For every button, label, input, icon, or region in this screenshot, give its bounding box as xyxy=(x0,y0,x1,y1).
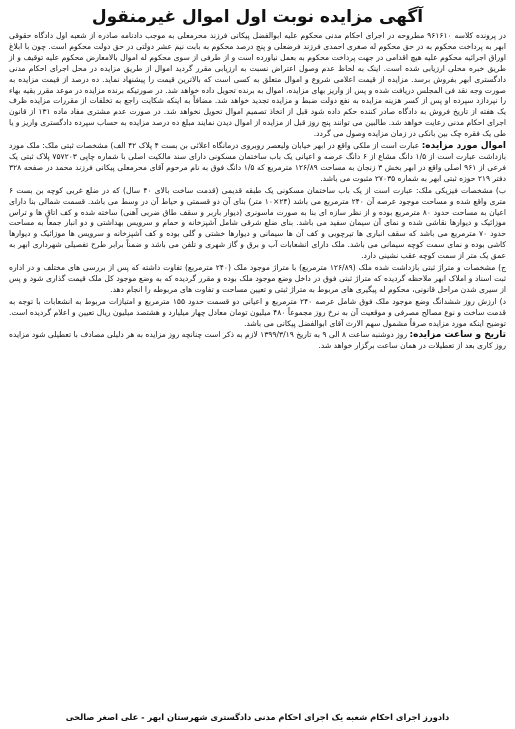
auction-date-heading: تاریخ و ساعت مزایده: xyxy=(409,330,506,341)
valuation-paragraph: د) ارزش روز ششدانگ وضع موجود ملک فوق شامل عرصه ۲۴۰ مترمربع و اعیانی دو قسمت حدود ۱۵۵ مترمربع و امتیازات مربوط به انشعابات با توجه به قدمت ساخت و نوع مصالح مصرفی و موقعیت آن به نرخ روز مجموعاً ۴۸۰ میلیون تومان معادل چهار میلیارد و هشتصد میلیون ریال تعیین و اعلام گردیده است. توضیح اینکه مورد مزایده صرفاً مشمول سهم الارث آقای ابوالفضل پیکانی می باشد. xyxy=(9,296,506,328)
registry-specs-paragraph: ج) مشخصات و متراژ ثبتی بازداشت شده ملک (۱۲۶/۸۹ مترمربع) با متراژ موجود ملک (۲۴۰ مترمربع) تفاوت داشته که پس از بررسی های مختلف و در اداره ثبت اسناد و املاک ابهر ملاحظه گردیده که متراژ ثبتی فوق در داخل وضع موجود ملک بوده و مقرر گردیده که به وضع موجود کل ملک قیمت گذاری شود و پس از سیری شدن مراحل قانونی، محکوم له پیگیری های مربوط به متراژ ثبتی و تعیین مساحت و تفاوت های مربوطه را انجام دهد. xyxy=(9,263,506,294)
property-text: عبارت است از ملکی واقع در ابهر خیابان ولیعصر روبروی درمانگاه اعلائی بن بست ۴ پلاک ۴۲ الف) مشخصات ثبتی ملک: ملک مورد بازداشت عبارت است از ۱/۵ دانگ مشاع از ۶ دانگ عرصه و اعیانی یک باب ساختمان مسکونی دارای سند مالکیت اصلی با شماره چاپی ۷۵۷۲۰۳ پلاک ثبتی یک فرعی از ۹۶۱ اصلی واقع در ابهر بخش ۳ زنجان به مساحت ۱۲۶/۸۹ مترمربع که ۱/۵ دانگ فوق به نام مرحوم آقای محرمعلی پیکانی فرزند محمد در صفحه ۳۲۸ دفتر ۲۱۹ حوزه ثبتی ابهر به شماره ۲۷۰۳۵ مثبوت می باشد. xyxy=(9,141,506,183)
intro-paragraph: در پرونده کلاسه ۹۶۱۶۱۰ مطروحه در اجرای احکام مدنی محکوم علیه ابوالفضل پیکانی فرزند محرمعلی به موجب دادنامه صادره از شعبه اول دادگاه حقوقی ابهر به پرداخت محکوم به در حق محکوم له صغری احمدی فرزند فرضعلی و پنج درصد محکوم به بابت نیم عشر دولتی در حق دولت محکوم است. چون با ابلاغ اوراق اجرائیه محکوم علیه هیچ اقدامی در جهت پرداخت محکوم به بعمل نیاورده است و از طرفی از سوی محکوم له اموال بالامعارض محکوم علیه توقیف و از طریق خبره محلی ارزیابی شده است. اینک به لحاظ عدم وصول اعتراض نسبت به ارزیابی مقرر گردید اموال از طریق مزایده در محل اجرای احکام مدنی دادگستری ابهر بفروش برسد. مزایده از قیمت اعلامی شروع و اموال متعلق به کسی است که بالاترین قیمت را پیشنهاد نماید. ده درصد از قیمت مزایده به صورت وجه نقد فی المجلس دریافت شده و پس از واریز بهای مزایده، اموال به برنده تحویل داده خواهد شد. در صورتیکه برنده مزایده در موعد مقرر بقیه بهاء را نپردازد سپرده او پس از کسر هزینه مزایده به نفع دولت ضبط و مزایده تجدید خواهد شد. مضافاً به اینکه شکایت راجع به تخلفات از مقررات مزایده ظرف یک هفته از تاریخ فروش به دادگاه صادر کننده حکم داده شود قبل از اتخاذ تصمیم اموال تحویل نخواهد شد. در صورت عدم مشتری مفاد ماده ۱۳۱ از قانون اجرای احکام مدنی رعایت خواهد شد. طالبین می توانند پنج روز قبل از مزایده از اموال دیدن نمایند مبلغ ده درصد مزایده به حساب سپرده دادگستری واریز و یا طی یک فقره چک بین بانکی در زمان مزایده وصول می گردد. xyxy=(9,31,506,139)
physical-specs-paragraph: ب) مشخصات فیزیکی ملک: عبارت است از یک باب ساختمان مسکونی یک طبقه قدیمی (قدمت ساخت بالای ۴۰ سال) که در ضلع غربی کوچه بن بست ۶ متری واقع شده و مساحت موجود عرصه آن ۲۴۰ مترمربع می باشد (۲۴×۱۰ متر) بنای آن دو قسمتی و حیاط آن در وسط می باشد. قسمت شمالی بنا دارای اعیان به مساحت حدود ۸۰ مترمربع بوده و از نظر سازه ای بنا به صورت ماسونری (دیوار باربر و سقف طاق ضربی آهنی) ساخته شده و کف اتاق ها و تراس موزائیک و دیوارها نقاشی شده و نمای آن سیمان سفید می باشد. بنای ضلع شرقی شامل آشپزخانه و حمام و سرویس بهداشتی و دو انبار جمعاً به مساحت حدود ۷۰ مترمربع می باشد که سقف انباری ها تیرچوبی و کف آن ها سیمانی و دیوارها خشتی و گلی بوده و کف آشپزخانه و سرویس ها موزائیک و دیوارها کاشی بوده و نمای سمت کوچه سیمانی می باشد. ملک دارای انشعابات آب و برق و گاز شهری و تلفن می باشد و ضمناً برابر طرح تفصیلی شهرداری ابهر به عمق یک متر از سمت کوچه عقب نشینی دارد. xyxy=(9,185,507,261)
property-paragraph xyxy=(9,141,506,185)
auction-date-paragraph xyxy=(9,330,506,352)
property-heading: اموال مورد مزایده: xyxy=(421,141,506,152)
signature-footer: دادورز اجرای احکام شعبه یک اجرای احکام مدنی دادگستری شهرستان ابهر - علی اصغر صالحی xyxy=(65,712,450,722)
notice-title: آگهی مزایده نوبت اول اموال غیرمنقول xyxy=(91,7,424,27)
auction-date-text: روز دوشنبه ساعت ۸ الی ۹ به تاریخ ۱۳۹۹/۳/۱۹ لازم به ذکر است چنانچه روز مزایده به هر دلیلی مصادف با تعطیلی شود مزایده روز کاری بعد از تعطیلات در همان ساعت برگزار خواهد شد. xyxy=(8,330,506,351)
